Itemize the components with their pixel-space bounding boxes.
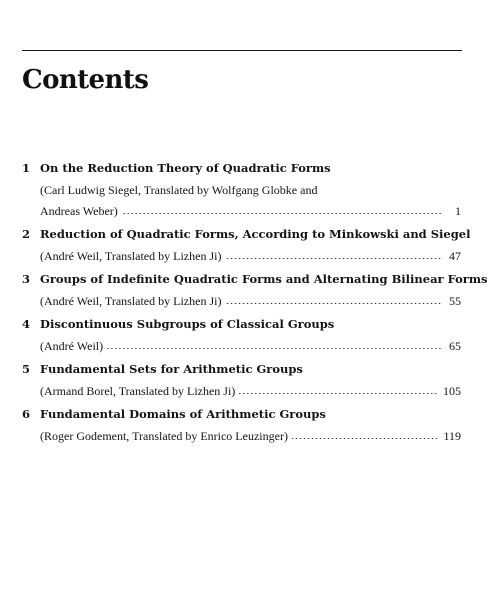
chapter-credit-text: (André Weil, Translated by Lizhen Ji)	[40, 249, 222, 263]
chapter-credit-row	[40, 426, 461, 447]
chapter-title[interactable]: Reduction of Quadratic Forms, According to Minkowski and Siegel	[40, 227, 471, 241]
chapter-credit-row	[40, 336, 461, 357]
page-number[interactable]: 65	[449, 339, 461, 353]
chapter-credit-line	[0, 291, 500, 312]
toc-entry-heading	[0, 312, 500, 336]
page-number[interactable]: 1	[455, 204, 461, 218]
dot-leader	[225, 296, 442, 304]
dot-leader	[122, 206, 442, 214]
chapter-credit-row	[40, 291, 461, 312]
header-rule	[22, 50, 462, 51]
chapter-credit-line	[0, 201, 500, 222]
chapter-number: 1	[22, 161, 31, 175]
toc-entry-heading	[0, 357, 500, 381]
page-title: Contents	[22, 65, 149, 95]
chapter-credit-line	[0, 426, 500, 447]
chapter-credit-text: (Carl Ludwig Siegel, Translated by Wolfgang Globke and	[40, 183, 318, 197]
chapter-credit-line	[0, 336, 500, 357]
page-number[interactable]: 105	[443, 384, 461, 398]
toc-entry[interactable]	[0, 267, 500, 312]
chapter-credit-text: (André Weil)	[40, 339, 104, 353]
chapter-title[interactable]: Fundamental Domains of Arithmetic Groups	[40, 407, 326, 421]
chapter-number: 4	[22, 317, 31, 331]
chapter-credit-text: (Armand Borel, Translated by Lizhen Ji)	[40, 384, 236, 398]
toc-entry[interactable]	[0, 156, 500, 222]
chapter-number: 6	[22, 407, 31, 421]
toc-entry[interactable]	[0, 312, 500, 357]
page-number[interactable]: 55	[449, 294, 461, 308]
chapter-credit-row	[40, 246, 461, 267]
chapter-credit-line	[0, 246, 500, 267]
toc-entry[interactable]	[0, 357, 500, 402]
chapter-title[interactable]: Fundamental Sets for Arithmetic Groups	[40, 362, 303, 376]
toc-entry-heading	[0, 402, 500, 426]
chapter-credit-line	[0, 180, 500, 201]
dot-leader	[225, 251, 442, 259]
chapter-title[interactable]: On the Reduction Theory of Quadratic Forms	[40, 161, 331, 175]
chapter-credit-row	[40, 201, 461, 222]
chapter-title[interactable]: Groups of Indefinite Quadratic Forms and Alternating Bilinear Forms	[40, 272, 488, 286]
chapter-credit-row	[40, 381, 461, 402]
chapter-title[interactable]: Discontinuous Subgroups of Classical Groups	[40, 317, 335, 331]
chapter-number: 2	[22, 227, 31, 241]
chapter-credit-line	[0, 381, 500, 402]
toc-entry[interactable]	[0, 222, 500, 267]
dot-leader	[292, 431, 439, 439]
dot-leader	[239, 386, 438, 394]
toc-entry-heading	[0, 267, 500, 291]
toc-entry[interactable]	[0, 402, 500, 447]
page-number[interactable]: 47	[449, 249, 461, 263]
toc-entry-heading	[0, 156, 500, 180]
table-of-contents	[0, 156, 500, 447]
toc-entry-heading	[0, 222, 500, 246]
chapter-credit-text: (Roger Godement, Translated by Enrico Leuzinger)	[40, 429, 288, 443]
chapter-credit-text: Andreas Weber)	[40, 204, 118, 218]
chapter-number: 5	[22, 362, 31, 376]
dot-leader	[107, 341, 442, 349]
page-number[interactable]: 119	[443, 429, 461, 443]
chapter-number: 3	[22, 272, 31, 286]
chapter-credit-text: (André Weil, Translated by Lizhen Ji)	[40, 294, 222, 308]
